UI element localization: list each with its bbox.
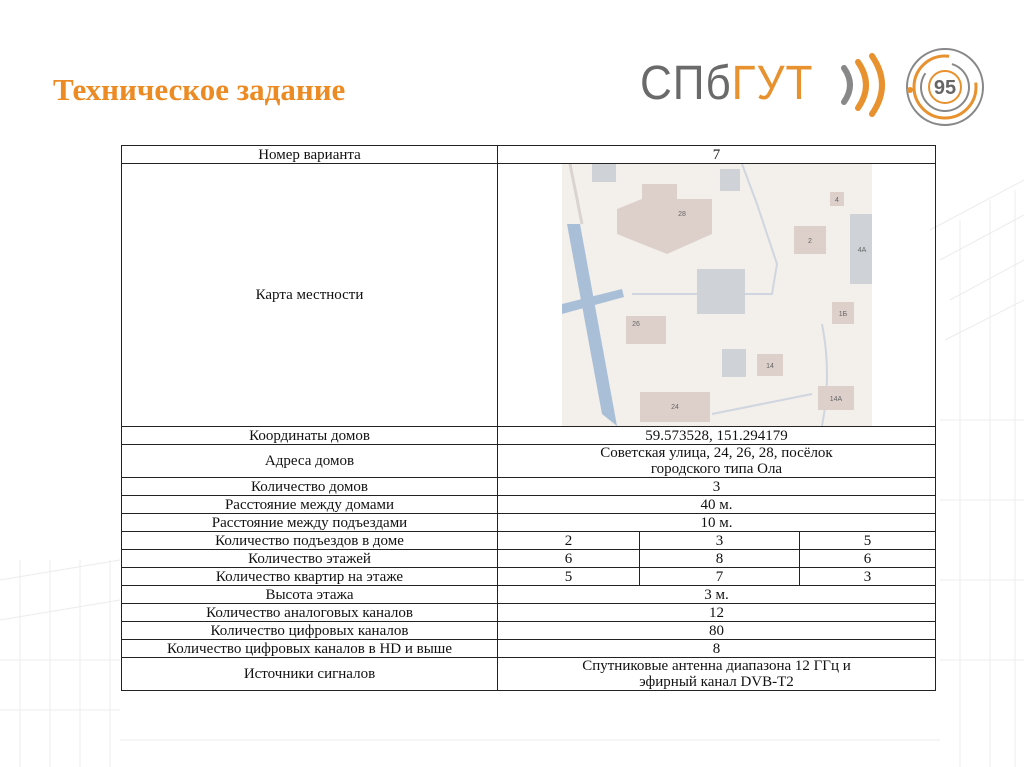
anniversary-badge-icon [900, 42, 990, 132]
row-value: 59.573528, 151.294179 [498, 427, 936, 445]
slide-title: Техническое задание [53, 72, 346, 107]
table-row [122, 604, 936, 622]
row-label: Количество домов [122, 478, 498, 496]
house-number-label: 2 [807, 238, 812, 245]
table-row [122, 496, 936, 514]
table-row [122, 622, 936, 640]
row-label: Расстояние между домами [122, 496, 498, 514]
row-value: 3 [640, 532, 800, 550]
row-label: Расстояние между подъездами [122, 514, 498, 532]
row-value: Советская улица, 24, 26, 28, посёлок городского типа Ола [498, 445, 936, 478]
university-logo [630, 42, 1010, 132]
house-number-label: 26 [631, 321, 640, 328]
logo-text-spb: СПб [640, 57, 732, 110]
row-value: 3 [498, 478, 936, 496]
row-value: 5 [498, 568, 640, 586]
row-value: 2 [498, 532, 640, 550]
table-row [122, 427, 936, 445]
row-value: Спутниковые антенна диапазона 12 ГГц и эфирный канал DVB-T2 [498, 658, 936, 691]
row-label: Количество подъездов в доме [122, 532, 498, 550]
row-value: 6 [800, 550, 936, 568]
house-number-label: 24 [670, 404, 679, 411]
table-row [122, 640, 936, 658]
house-number-label: 4 [834, 197, 839, 204]
table-row [122, 658, 936, 691]
house-number-label: 1Б [838, 311, 847, 318]
row-value: 10 м. [498, 514, 936, 532]
row-label: Количество этажей [122, 550, 498, 568]
table-row [122, 532, 936, 550]
row-value: 80 [498, 622, 936, 640]
logo-wordmark [640, 56, 813, 111]
row-value: 5 [800, 532, 936, 550]
row-label: Источники сигналов [122, 658, 498, 691]
row-label: Адреса домов [122, 445, 498, 478]
logo-text-gut: ГУТ [731, 57, 814, 110]
row-value: 7 [498, 146, 936, 164]
table-row [122, 478, 936, 496]
row-value: 3 [800, 568, 936, 586]
signal-waves-icon [836, 50, 896, 120]
table-row [122, 586, 936, 604]
table-row [122, 445, 936, 478]
row-label: Количество квартир на этаже [122, 568, 498, 586]
row-label: Номер варианта [122, 146, 498, 164]
row-label: Количество цифровых каналов [122, 622, 498, 640]
table-row [122, 568, 936, 586]
house-number-label: 28 [677, 211, 686, 218]
row-value: 40 м. [498, 496, 936, 514]
badge-number: 95 [933, 77, 957, 99]
table-row [122, 146, 936, 164]
row-label: Количество аналоговых каналов [122, 604, 498, 622]
row-value: 8 [498, 640, 936, 658]
row-label: Координаты домов [122, 427, 498, 445]
row-value: 8 [640, 550, 800, 568]
house-number-label: 4A [857, 247, 866, 254]
row-label: Карта местности [122, 164, 498, 427]
row-label: Высота этажа [122, 586, 498, 604]
table-row [122, 550, 936, 568]
row-value: 6 [498, 550, 640, 568]
map-cell [498, 164, 936, 427]
row-label: Количество цифровых каналов в HD и выше [122, 640, 498, 658]
table-row [122, 164, 936, 427]
row-value: 3 м. [498, 586, 936, 604]
specification-table [121, 145, 936, 691]
house-number-label: 14 [765, 363, 774, 370]
row-value: 7 [640, 568, 800, 586]
table-row [122, 514, 936, 532]
house-number-label: 14A [829, 396, 842, 403]
row-value: 12 [498, 604, 936, 622]
area-map [562, 164, 872, 426]
